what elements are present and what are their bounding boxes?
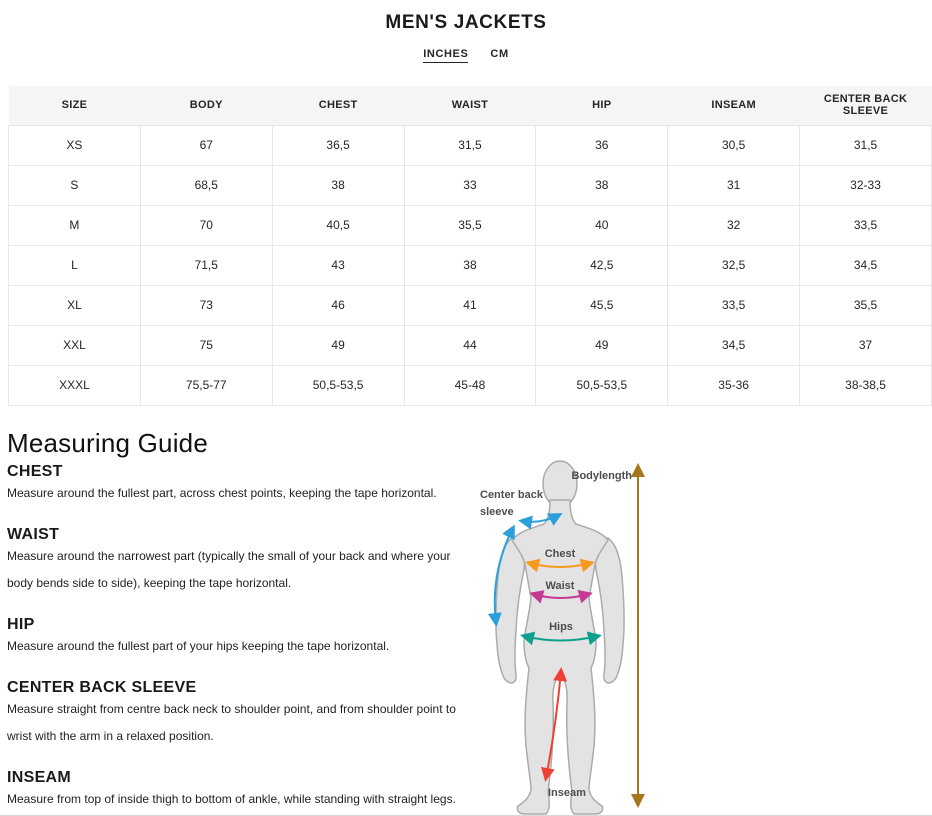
measuring-guide-title: Measuring Guide — [7, 427, 208, 458]
cell: 73 — [140, 285, 272, 325]
cell: 32 — [668, 205, 800, 245]
center-back-sleeve-label-line2: sleeve — [480, 506, 514, 518]
col-waist: WAIST — [404, 86, 536, 125]
guide-heading: WAIST — [7, 525, 60, 543]
guide-heading: CHEST — [7, 462, 63, 480]
cell: 44 — [404, 325, 536, 365]
measuring-guide — [7, 428, 477, 813]
guide-section-chest — [7, 463, 477, 507]
cell: 37 — [800, 325, 932, 365]
cell: XXXL — [9, 365, 141, 405]
cell: 33,5 — [800, 205, 932, 245]
cell: 45,5 — [536, 285, 668, 325]
cell: XL — [9, 285, 141, 325]
guide-section-center-back-sleeve — [7, 679, 477, 750]
cell: 75,5-77 — [140, 365, 272, 405]
cell: XS — [9, 125, 141, 165]
guide-text: Measure from top of inside thigh to bottom of ankle, while standing with straight legs. — [7, 791, 456, 806]
guide-text: Measure around the fullest part, across chest points, keeping the tape horizontal. — [7, 485, 437, 500]
cell: 32,5 — [668, 245, 800, 285]
cell: 31 — [668, 165, 800, 205]
guide-section-inseam — [7, 769, 477, 813]
cell: 40,5 — [272, 205, 404, 245]
chest-label: Chest — [544, 548, 576, 560]
size-chart-table — [8, 86, 932, 406]
cell: 70 — [140, 205, 272, 245]
unit-tab-inches[interactable]: INCHES — [423, 48, 468, 63]
col-inseam: INSEAM — [668, 86, 800, 125]
guide-text: Measure straight from centre back neck to shoulder point, and from shoulder point to wrist with the arm in a relaxed position. — [7, 701, 456, 743]
unit-tab-cm[interactable]: CM — [490, 48, 509, 60]
page-title: MEN'S JACKETS — [385, 12, 547, 33]
cell: 38 — [272, 165, 404, 205]
cell: 45-48 — [404, 365, 536, 405]
guide-text: Measure around the fullest part of your hips keeping the tape horizontal. — [7, 638, 390, 653]
inseam-label: Inseam — [548, 787, 586, 799]
cell: 50,5-53,5 — [272, 365, 404, 405]
cell: S — [9, 165, 141, 205]
col-chest: CHEST — [272, 86, 404, 125]
cell: L — [9, 245, 141, 285]
bodylength-label: Bodylength — [571, 470, 632, 482]
cell: 35,5 — [800, 285, 932, 325]
cell: 41 — [404, 285, 536, 325]
table-row — [9, 125, 932, 165]
table-row — [9, 365, 932, 405]
guide-text: Measure around the narrowest part (typically the small of your back and where your body bends side to side), keeping the tape horizontal. — [7, 548, 451, 590]
cell: 67 — [140, 125, 272, 165]
cell: 33 — [404, 165, 536, 205]
col-body: BODY — [140, 86, 272, 125]
col-size: SIZE — [9, 86, 141, 125]
measuring-diagram — [460, 440, 710, 816]
cell: 32-33 — [800, 165, 932, 205]
guide-section-hip — [7, 616, 477, 660]
cell: 34,5 — [668, 325, 800, 365]
cell: 49 — [536, 325, 668, 365]
table-row — [9, 325, 932, 365]
cell: 49 — [272, 325, 404, 365]
header-row — [9, 86, 932, 125]
cell: 38 — [404, 245, 536, 285]
table-row — [9, 165, 932, 205]
hips-label: Hips — [549, 621, 573, 633]
cell: 50,5-53,5 — [536, 365, 668, 405]
cell: 33,5 — [668, 285, 800, 325]
cell: 75 — [140, 325, 272, 365]
col-hip: HIP — [536, 86, 668, 125]
table-row — [9, 205, 932, 245]
cell: M — [9, 205, 141, 245]
unit-toggle — [0, 48, 932, 63]
cell: 35-36 — [668, 365, 800, 405]
cell: 40 — [536, 205, 668, 245]
size-chart-body — [9, 125, 932, 405]
body-silhouette — [496, 461, 624, 814]
waist-label: Waist — [545, 580, 575, 592]
cell: 38 — [536, 165, 668, 205]
cell: 30,5 — [668, 125, 800, 165]
cell: XXL — [9, 325, 141, 365]
cell: 42,5 — [536, 245, 668, 285]
guide-heading: CENTER BACK SLEEVE — [7, 678, 197, 696]
guide-heading: HIP — [7, 615, 35, 633]
cell: 71,5 — [140, 245, 272, 285]
col-center-back-sleeve: CENTER BACK SLEEVE — [800, 86, 932, 125]
cell: 68,5 — [140, 165, 272, 205]
cell: 34,5 — [800, 245, 932, 285]
cell: 35,5 — [404, 205, 536, 245]
center-back-sleeve-label: Center back — [480, 489, 543, 501]
table-row — [9, 245, 932, 285]
cell: 43 — [272, 245, 404, 285]
cell: 31,5 — [404, 125, 536, 165]
cell: 31,5 — [800, 125, 932, 165]
guide-section-waist — [7, 526, 477, 597]
table-row — [9, 285, 932, 325]
cell: 38-38,5 — [800, 365, 932, 405]
guide-heading: INSEAM — [7, 768, 72, 786]
right-arm — [595, 538, 624, 683]
cell: 36 — [536, 125, 668, 165]
cell: 46 — [272, 285, 404, 325]
size-chart-header — [9, 86, 932, 125]
cell: 36,5 — [272, 125, 404, 165]
